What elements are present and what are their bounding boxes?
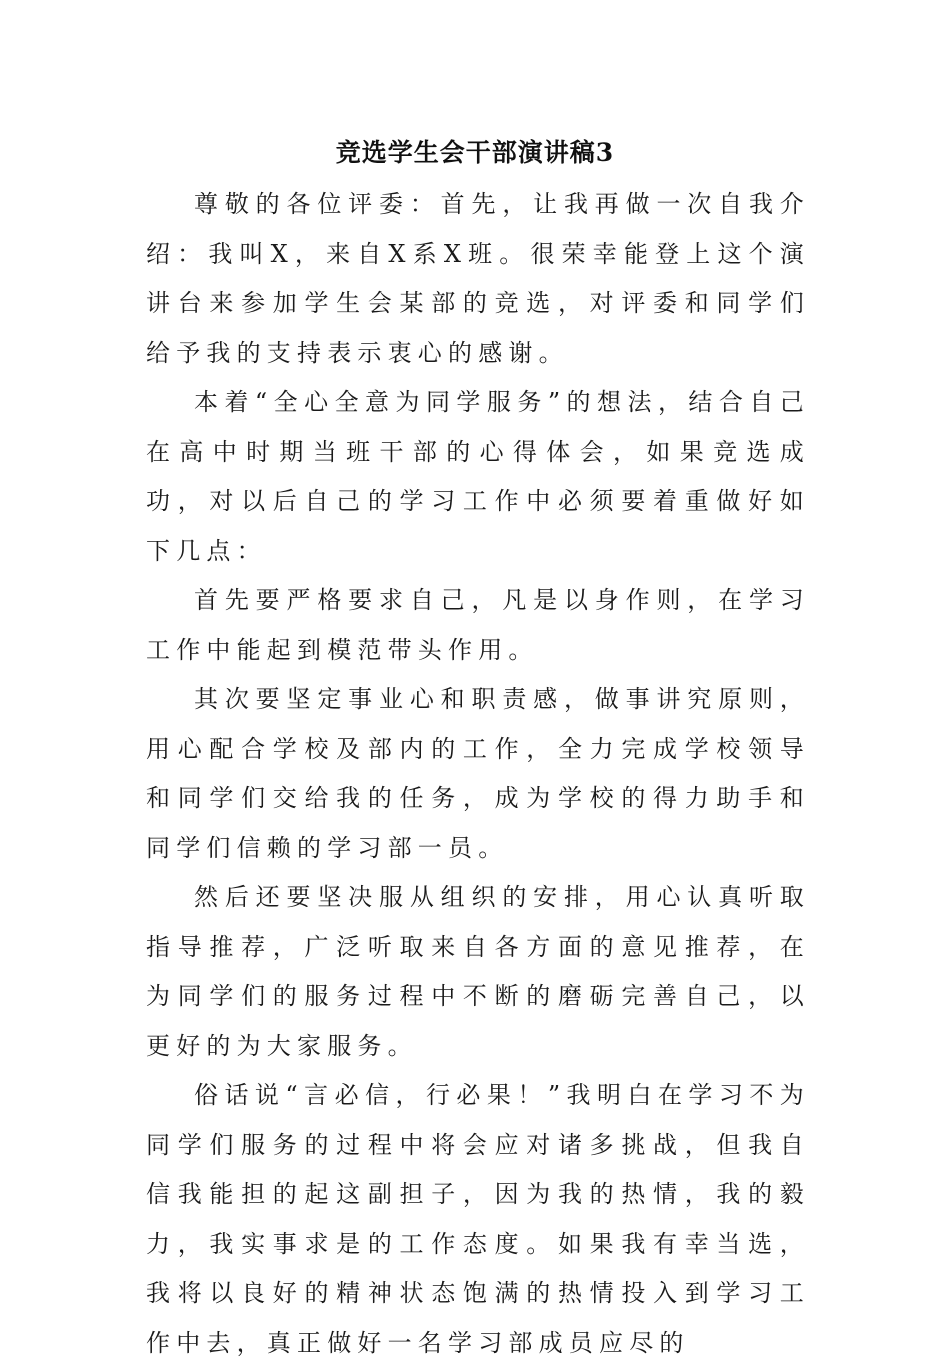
paragraph-point-second: 其次要坚定事业心和职责感，做事讲究原则，用心配合学校及部内的工作，全力完成学校领导和同学们交给我的任务，成为学校的得力助手和同学们信赖的学习部一员。	[146, 685, 810, 862]
document-title: 竞选学生会干部演讲稿3	[335, 138, 615, 167]
paragraph-closing: 俗话说“言必信，行必果！”我明白在学习不为同学们服务的过程中将会应对诸多挑战，但我自信我能担的起这副担子，因为我的热情，我的毅力，我实事求是的工作态度。如果我有幸当选，我将以良好的精神状态饱满的热情投入到学习工作中去，真正做好一名学习部成员应尽的	[146, 1081, 810, 1357]
paragraph-greeting: 尊敬的各位评委：首先，让我再做一次自我介绍：我叫X，来自X系X班。很荣幸能登上这个演讲台来参加学生会某部的竞选，对评委和同学们给予我的支持表示衷心的感谢。	[146, 190, 810, 367]
paragraph-point-first: 首先要严格要求自己，凡是以身作则，在学习工作中能起到模范带头作用。	[146, 586, 810, 664]
paragraph-intention: 本着“全心全意为同学服务”的想法，结合自己在高中时期当班干部的心得体会，如果竞选成功，对以后自己的学习工作中必须要着重做好如下几点：	[146, 388, 810, 565]
document-body	[146, 180, 810, 1368]
paragraph-point-third: 然后还要坚决服从组织的安排，用心认真听取指导推荐，广泛听取来自各方面的意见推荐，在为同学们的服务过程中不断的磨砺完善自己，以更好的为大家服务。	[146, 883, 810, 1060]
